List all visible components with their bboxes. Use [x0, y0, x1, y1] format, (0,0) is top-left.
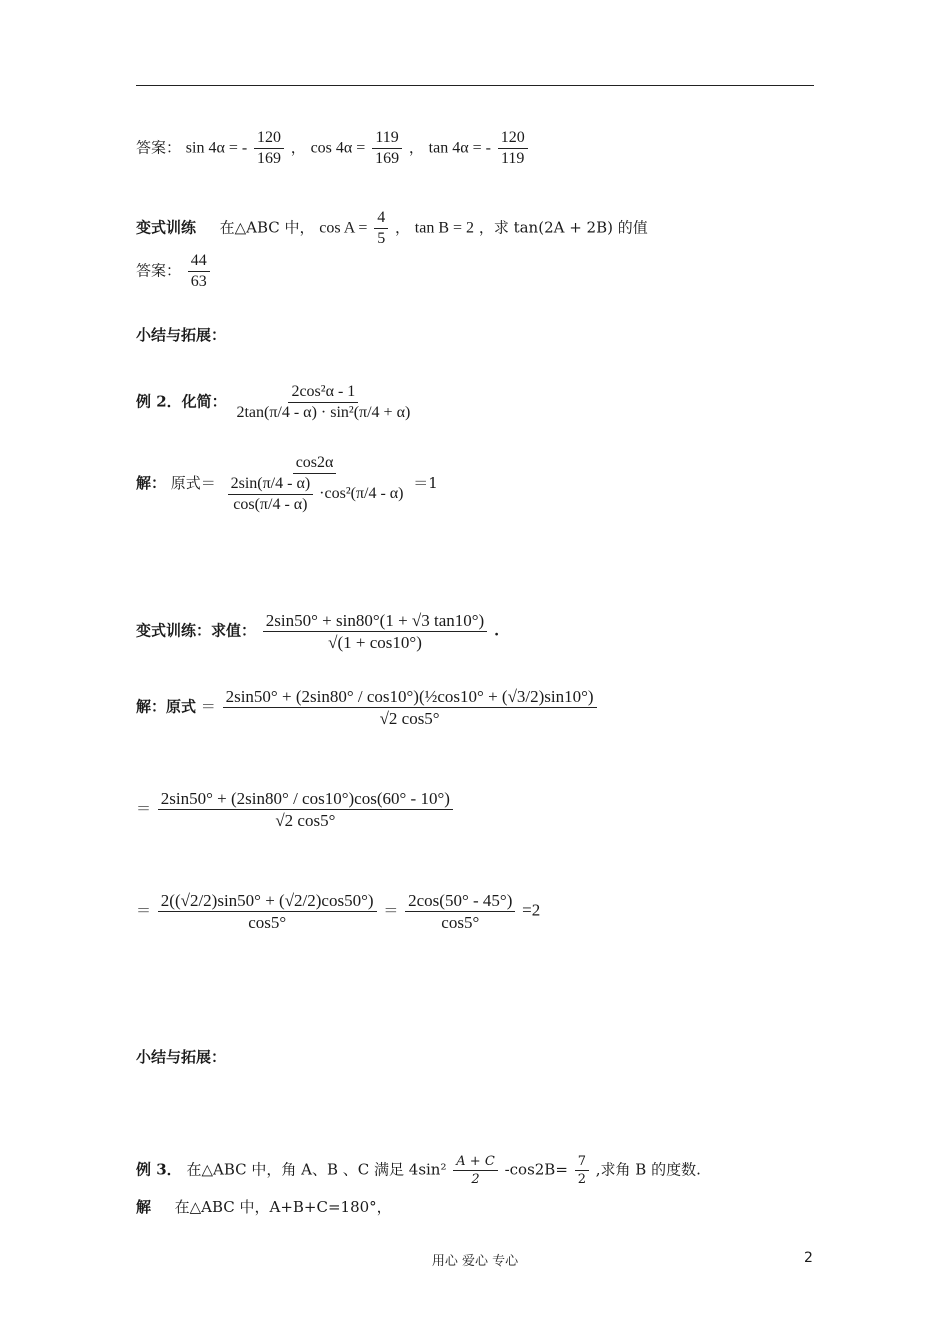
- example-2: 例 2．化简： $\frac{\text{2cos²α - 1}}{\text{2tan(π/4 - α) · sin²(π/4 + α)}}$: [136, 384, 415, 421]
- cos4a-lhs: cos 4α =: [310, 139, 366, 157]
- example-3: 例 3． 在△ABC 中，角 A、B 、C 满足 4sin² $\frac{A + C}{2}$ -cos2B= $\frac{7}{2}$ ,求角 B 的度数.: [136, 1154, 701, 1187]
- solution-3-fraction-2: $\frac{2\sin 50^\circ + (2\sin 80^\circ / \cos 10^\circ)\cos(60^\circ - 10^\circ)}{√2 \cos 5^\circ}$: [158, 790, 453, 829]
- summary-heading-1: 小结与拓展：: [136, 326, 227, 344]
- tan4a-lhs: tan 4α = -: [428, 139, 491, 157]
- answer-2-fraction: $\frac{44}{63}$: [188, 253, 210, 290]
- summary-heading-2: 小结与拓展：: [136, 1048, 227, 1066]
- cos4a-fraction: $\frac{119}{169}$: [372, 130, 402, 167]
- solution-2-fraction: cos2α $\frac{2\sin(\pi/4 - \alpha)}{\cos(\pi/4 - \alpha)}$ ·cos²(π/4 - α): [223, 455, 407, 513]
- solution-3-line-2: ＝ $\frac{2\sin 50^\circ + (2\sin 80^\circ / \cos 10^\circ)\cos(60^\circ - 10^\circ)}{√2 \cos 5^\circ}$: [136, 790, 455, 829]
- solution-3-fraction-1: $\frac{\text{2sin50° + (2sin80° / cos10°)(½cos10° + (√3/2)sin10°)}}{√2 \cos 5^\circ}$: [223, 688, 597, 727]
- solution-3-line-3: ＝ $\frac{2((√2/2)\sin 50^\circ + (√2/2)\cos 50^\circ)}{\cos 5^\circ}$ ＝ $\frac{2\cos(50^\circ - 45^\circ)}{\cos 5^\circ}$ =2: [136, 891, 541, 932]
- solution-3-line-1: 解：原式 ＝ $\frac{\text{2sin50° + (2sin80° / cos10°)(½cos10° + (√3/2)sin10°)}}{√2 \cos 5^\circ}$: [136, 688, 599, 727]
- sin4a-fraction: $\frac{120}{169}$: [254, 130, 284, 167]
- solution-2: 解： 原式＝ cos2α $\frac{2\sin(\pi/4 - \alpha)}{\cos(\pi/4 - \alpha)}$ ·cos²(π/4 - α) ＝1: [136, 454, 438, 513]
- exercise-2: 变式训练：求值： $\frac{2\sin 50^\circ + \sin 80^\circ(1 + √3 \tan 10^\circ)}{√(1 + \cos 10^\circ)}$ .: [136, 611, 500, 652]
- page-number: 2: [804, 1250, 813, 1266]
- answer-1: 答案： sin 4α = - $\frac{120}{169}$ ， cos 4α = $\frac{119}{169}$ ， tan 4α = - $\frac{120}{119}$: [136, 130, 530, 167]
- answer-2: 答案： $\frac{44}{63}$: [136, 253, 212, 290]
- sin4a-lhs: sin 4α = -: [185, 139, 248, 157]
- half-angle-fraction: $\frac{A + C}{2}$: [453, 1155, 498, 1186]
- tan4a-fraction: $\frac{120}{119}$: [498, 130, 528, 167]
- solution-4: 解 在△ABC 中，A+B+C=180°，: [136, 1198, 392, 1216]
- answer-label: 答案：: [136, 138, 182, 157]
- exercise-label: 变式训练: [136, 218, 197, 237]
- footer-motto: 用心 爱心 专心: [431, 1254, 519, 1269]
- cosA-fraction: $\frac{4}{5}$: [374, 210, 388, 247]
- exercise-1: 变式训练 在△ABC 中， cos A = $\frac{4}{5}$ ， tan B = 2 ，求 tan(2A + 2B) 的值: [136, 209, 648, 247]
- exercise-2-fraction: $\frac{2\sin 50^\circ + \sin 80^\circ(1 + √3 \tan 10^\circ)}{√(1 + \cos 10^\circ)}$: [263, 612, 487, 651]
- example-2-fraction: $\frac{\text{2cos²α - 1}}{\text{2tan(π/4 - α) · sin²(π/4 + α)}}$: [236, 383, 411, 421]
- solution-3-fraction-3: $\frac{2((√2/2)\sin 50^\circ + (√2/2)\cos 50^\circ)}{\cos 5^\circ}$: [158, 892, 377, 931]
- seven-halves-fraction: $\frac{7}{2}$: [575, 1155, 589, 1186]
- solution-3-fraction-4: $\frac{2\cos(50^\circ - 45^\circ)}{\cos 5^\circ}$: [405, 892, 515, 931]
- header-rule: [136, 85, 814, 86]
